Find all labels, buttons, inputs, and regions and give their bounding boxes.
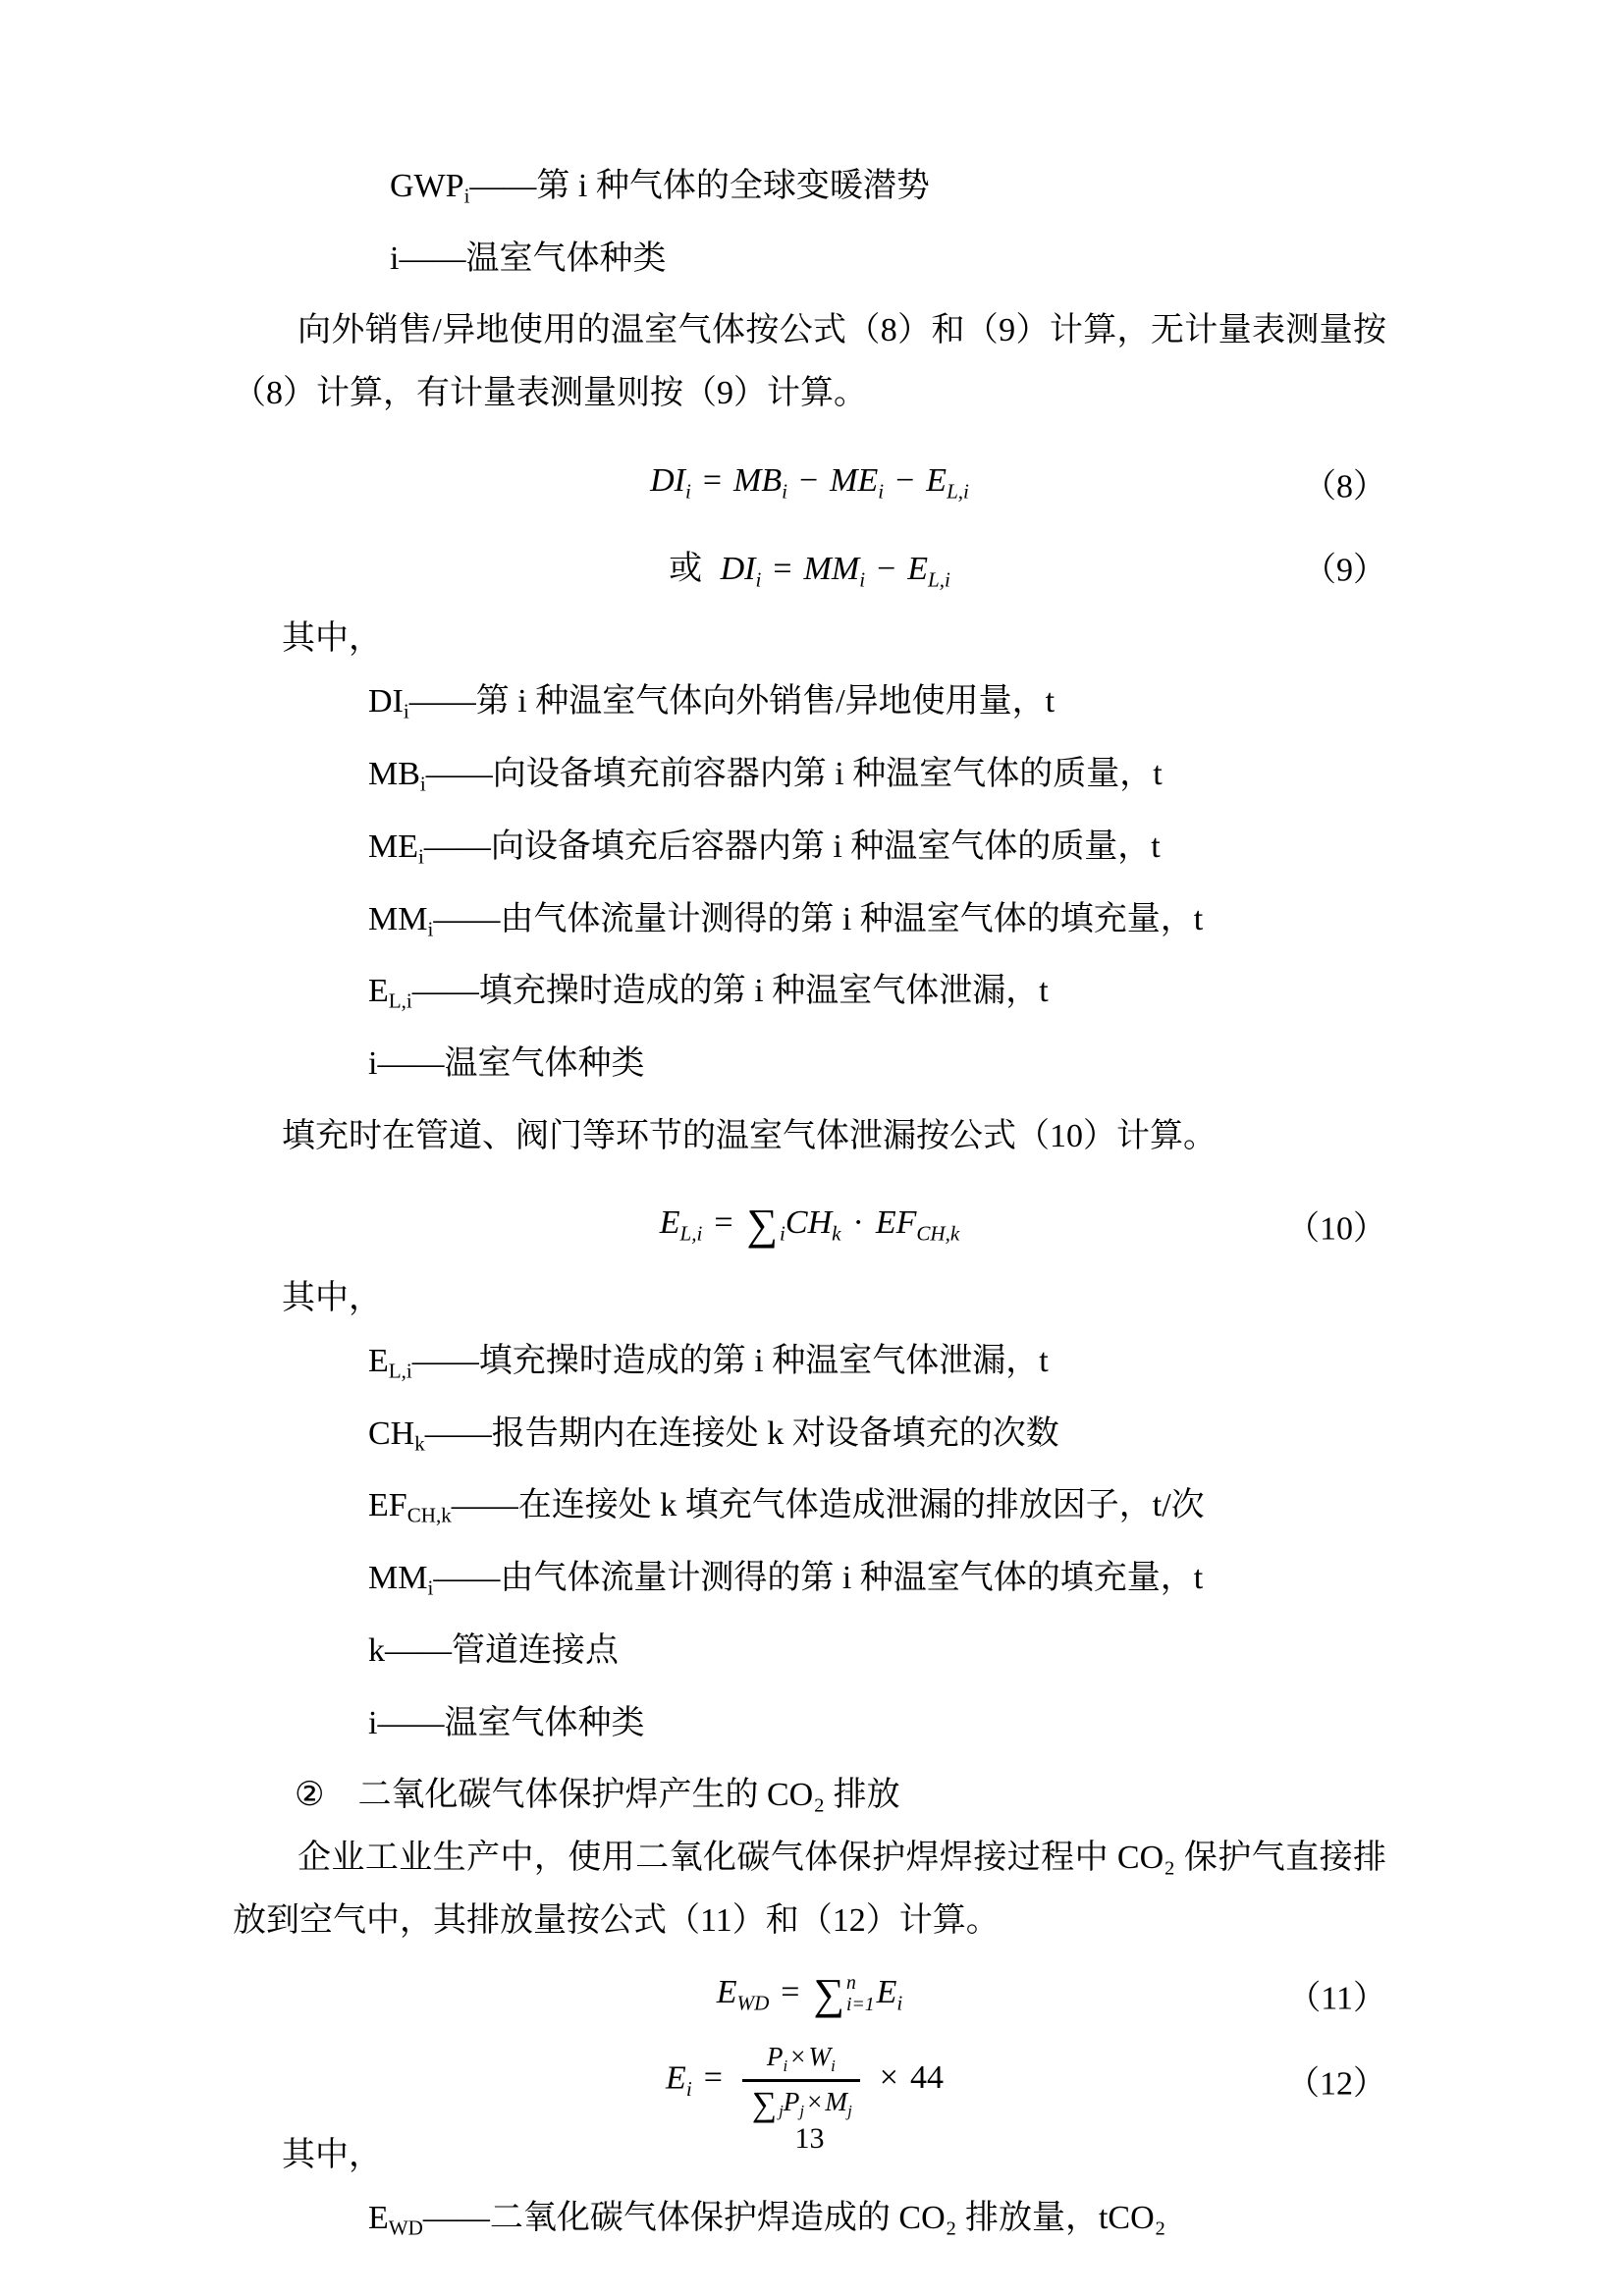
symbol: MMi xyxy=(368,900,434,941)
equation-number-8: （8） xyxy=(1303,468,1386,506)
symbol: EL,i xyxy=(368,1342,412,1383)
where-label-2: 其中， xyxy=(282,1279,382,1316)
definition-text: ——填充操时造成的第 i 种温室气体泄漏，t xyxy=(411,1342,1049,1379)
symbol: MEi xyxy=(368,828,424,869)
definition-line xyxy=(233,228,1386,300)
definition-line xyxy=(233,670,1386,743)
paragraph-formula-10-intro: 填充时在管道、阀门等环节的温室气体泄漏按公式（10）计算。 xyxy=(282,1117,1217,1154)
formula-11 xyxy=(233,1952,1386,2036)
definition-list-formula-10 xyxy=(233,1330,1386,1764)
definition-text: ——由气体流量计测得的第 i 种温室气体的填充量，t xyxy=(433,1560,1204,1597)
equation-11-math: $E_{WD}$ = ∑ n i=1 $E_i$ xyxy=(716,1969,903,2018)
equation-number-10: （10） xyxy=(1286,1210,1386,1248)
definition-line xyxy=(233,888,1386,961)
definition-line xyxy=(233,960,1386,1033)
definition-text: ——填充操时造成的第 i 种温室气体泄漏，t xyxy=(411,973,1049,1010)
definition-line xyxy=(233,155,1386,228)
paragraph-formula-8-9-intro: 向外销售/异地使用的温室气体按公式（8）和（9）计算，无计量表测量按（8）计算，有计量表测量则按（9）计算。 xyxy=(233,312,1386,412)
symbol: i xyxy=(390,240,400,277)
definition-text: ——由气体流量计测得的第 i 种温室气体的填充量，t xyxy=(433,900,1204,937)
definition-list-formula-11-12 xyxy=(233,2187,1386,2260)
definition-line xyxy=(233,1033,1386,1105)
symbol: CHk xyxy=(368,1415,425,1456)
definition-line xyxy=(233,1330,1386,1403)
definition-line xyxy=(233,1474,1386,1547)
definition-list-formula-8-9 xyxy=(233,670,1386,1104)
symbol: EWD xyxy=(368,2200,423,2241)
definition-list-gwp xyxy=(233,155,1386,299)
definition-text: ——第 i 种温室气体向外销售/异地使用量，t xyxy=(408,683,1056,721)
symbol: i xyxy=(368,1704,378,1741)
page-number: 13 xyxy=(794,2122,825,2155)
definition-text: ——向设备填充后容器内第 i 种温室气体的质量，t xyxy=(423,828,1161,865)
paragraph-formula-11-12-intro: 企业工业生产中，使用二氧化碳气体保护焊焊接过程中 CO₂ 保护气直接排放到空气中，其排放量按公式（11）和（12）计算。 xyxy=(233,1840,1386,1940)
definition-text: ——向设备填充前容器内第 i 种温室气体的质量，t xyxy=(425,756,1163,793)
symbol: DIi xyxy=(368,683,409,724)
equation-9-math: 或 $DI_i = MM_i - E_{L,i}$ xyxy=(669,550,950,592)
equation-10-math: $E_{L,i}$ = ∑ $_iCH_k \cdot EF_{CH,k}$ xyxy=(659,1201,960,1250)
symbol: MBi xyxy=(368,756,426,796)
definition-line xyxy=(233,1692,1386,1765)
definition-text: ——报告期内在连接处 k 对设备填充的次数 xyxy=(424,1415,1059,1452)
formula-10 xyxy=(233,1184,1386,1267)
definition-line xyxy=(233,2187,1386,2260)
equation-12-math: $E_i$ = $P_i \times W_i$ ∑ $_jP_j \times M_j$ × 44 xyxy=(666,2041,944,2123)
symbol: EFCH,k xyxy=(368,1487,452,1528)
definition-text: ——温室气体种类 xyxy=(399,240,667,277)
symbol: EL,i xyxy=(368,973,412,1014)
definition-line xyxy=(233,1547,1386,1620)
definition-text: ——温室气体种类 xyxy=(377,1045,645,1083)
formula-8 xyxy=(233,441,1386,524)
symbol: i xyxy=(368,1045,378,1083)
equation-number-11: （11） xyxy=(1287,1980,1386,2017)
formula-12 xyxy=(233,2036,1386,2124)
where-label-1: 其中， xyxy=(282,620,382,658)
equation-number-12: （12） xyxy=(1286,2065,1386,2103)
equation-8-math: $DI_i = MB_i - ME_i - E_{L,i}$ xyxy=(650,461,969,504)
definition-line xyxy=(233,816,1386,888)
definition-text: ——温室气体种类 xyxy=(377,1704,645,1741)
where-label-3: 其中， xyxy=(282,2137,382,2174)
definition-text: ——在连接处 k 填充气体造成泄漏的排放因子，t/次 xyxy=(451,1487,1205,1524)
page-content xyxy=(233,155,1386,2260)
definition-text: ——第 i 种气体的全球变暖潜势 xyxy=(469,168,930,204)
symbol: k xyxy=(368,1631,385,1669)
symbol: GWPi xyxy=(390,168,470,208)
formula-9 xyxy=(233,524,1386,608)
list-item-co2-welding: ② 二氧化碳气体保护焊产生的 CO₂ 排放 xyxy=(295,1777,900,1814)
definition-line xyxy=(233,1403,1386,1475)
definition-text: ——管道连接点 xyxy=(385,1631,619,1669)
definition-line xyxy=(233,743,1386,816)
equation-number-9: （9） xyxy=(1303,552,1386,589)
symbol: MMi xyxy=(368,1560,434,1600)
definition-text: ——二氧化碳气体保护焊造成的 CO₂ 排放量，tCO₂ xyxy=(422,2200,1166,2237)
definition-line xyxy=(233,1620,1386,1692)
